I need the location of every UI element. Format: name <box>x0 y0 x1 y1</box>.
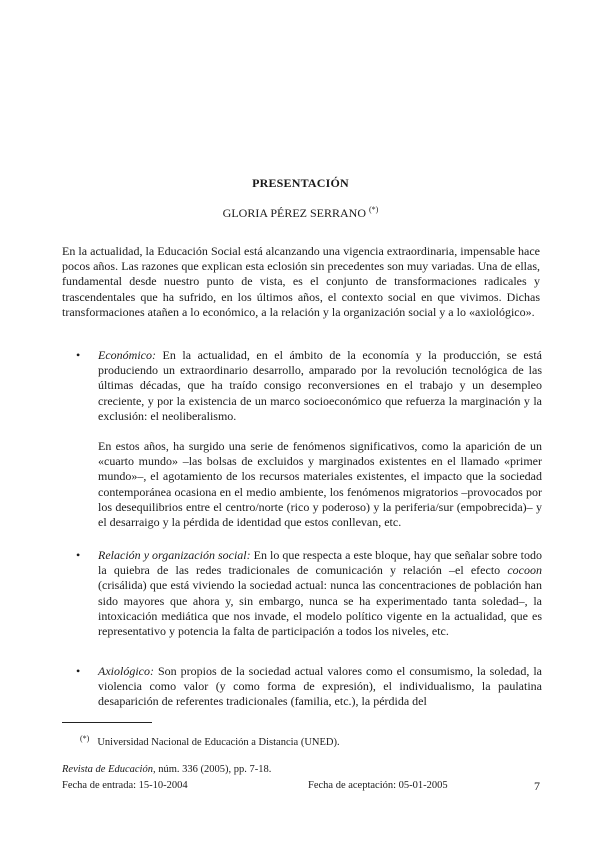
acceptance-date: Fecha de aceptación: 05-01-2005 <box>308 780 448 791</box>
bullet-text <box>98 348 542 530</box>
bullet-body: En la actualidad, en el ámbito de la economía y la producción, se está produciendo un extraordinario desarrollo, amparado por la revolución tecnológica de las últimas décadas, que ha traído consigo reconversiones en el trabajo y un desempleo creciente, y por la existencia de un marco socioeconómico que refuerza la marginación y la exclusión: el neoliberalismo. <box>98 348 542 423</box>
bullet-dot-icon: • <box>76 348 81 362</box>
journal-citation <box>62 764 271 775</box>
article-author <box>0 205 601 221</box>
bullet-paragraph <box>98 664 542 710</box>
author-footnote-mark[interactable]: (*) <box>369 205 379 214</box>
bullet-paragraph <box>98 548 542 639</box>
intro-paragraph: En la actualidad, la Educación Social está alcanzando una vigencia extraordinaria, impensable hace pocos años. Las razones que explican esta eclosión sin precedentes son muy variadas. Una de ellas, fundamental desde nuestro punto de vista, es el conjunto de transformaciones radicales y trascendentales que ha sufrido, en los últimos años, el contexto social en que vivimos. Dichas transformaciones atañen a lo económico, a la relación y la organización social y a lo «axiológico». <box>62 244 540 319</box>
bullet-lead: Relación y organización social: <box>98 548 251 562</box>
bullet-cocoon-term: cocoon <box>507 563 542 578</box>
page-number: 7 <box>534 779 540 793</box>
footnote-divider <box>62 722 152 723</box>
bullet-item-economico <box>76 348 542 530</box>
entry-date: Fecha de entrada: 15-10-2004 <box>62 780 188 791</box>
bullet-extra-paragraph: En estos años, ha surgido una serie de fenómenos significativos, como la aparición de un «cuarto mundo» –las bolsas de excluidos y marginados existentes en el llamado «primer mundo»–, el agotamiento de los recursos materiales existentes, el impacto que la sociedad contemporánea ocasiona en el medio ambiente, los fenómenos migratorios –provocados por los desequilibrios entre el centro/norte (rico y poderoso) y la periferia/sur (empobrecida)– y el desarraigo y la pérdida de identidad que estos conllevan, etc. <box>98 439 542 530</box>
journal-name: Revista de Educación, <box>62 764 156 775</box>
bullet-text <box>98 548 542 639</box>
author-name: GLORIA PÉREZ SERRANO <box>222 206 366 220</box>
bullet-lead: Económico: <box>98 348 156 362</box>
bullet-body: Son propios de la sociedad actual valores como el consumismo, la soledad, la violencia como valor (y como forma de expresión), el individualismo, la paulatina desaparición de referentes tradicionales (familia, etc.), la pérdida del <box>98 664 542 709</box>
bullet-text <box>98 664 542 710</box>
bullet-lead: Axiológico: <box>98 664 154 678</box>
bullet-item-relacion <box>76 548 542 639</box>
bullet-dot-icon: • <box>76 664 81 678</box>
footnote <box>80 734 340 748</box>
journal-issue: núm. 336 (2005), pp. 7-18. <box>155 764 272 775</box>
footnote-text: Universidad Nacional de Educación a Distancia (UNED). <box>97 737 340 748</box>
bullet-body-a: En lo que respecta a este bloque, hay que señalar sobre todo la quiebra de las redes tradicionales de comunicación y relación –el efecto <box>98 548 542 578</box>
footnote-mark: (*) <box>80 734 90 743</box>
bullet-dot-icon: • <box>76 548 81 562</box>
bullet-item-axiologico <box>76 664 542 710</box>
bullet-body-b: (crisálida) que está viviendo la sociedad actual: nunca las concentraciones de población han sido mayores que ahora y, sin embargo, nunca se ha experimentado tanta soledad–, la intoxicación mediática que nos invade, el modelo político vigente en la actualidad, que es representativo y potencia la falta de participación a todos los niveles, etc. <box>98 578 542 639</box>
bullet-paragraph <box>98 348 542 424</box>
article-title: PRESENTACIÓN <box>252 176 349 190</box>
